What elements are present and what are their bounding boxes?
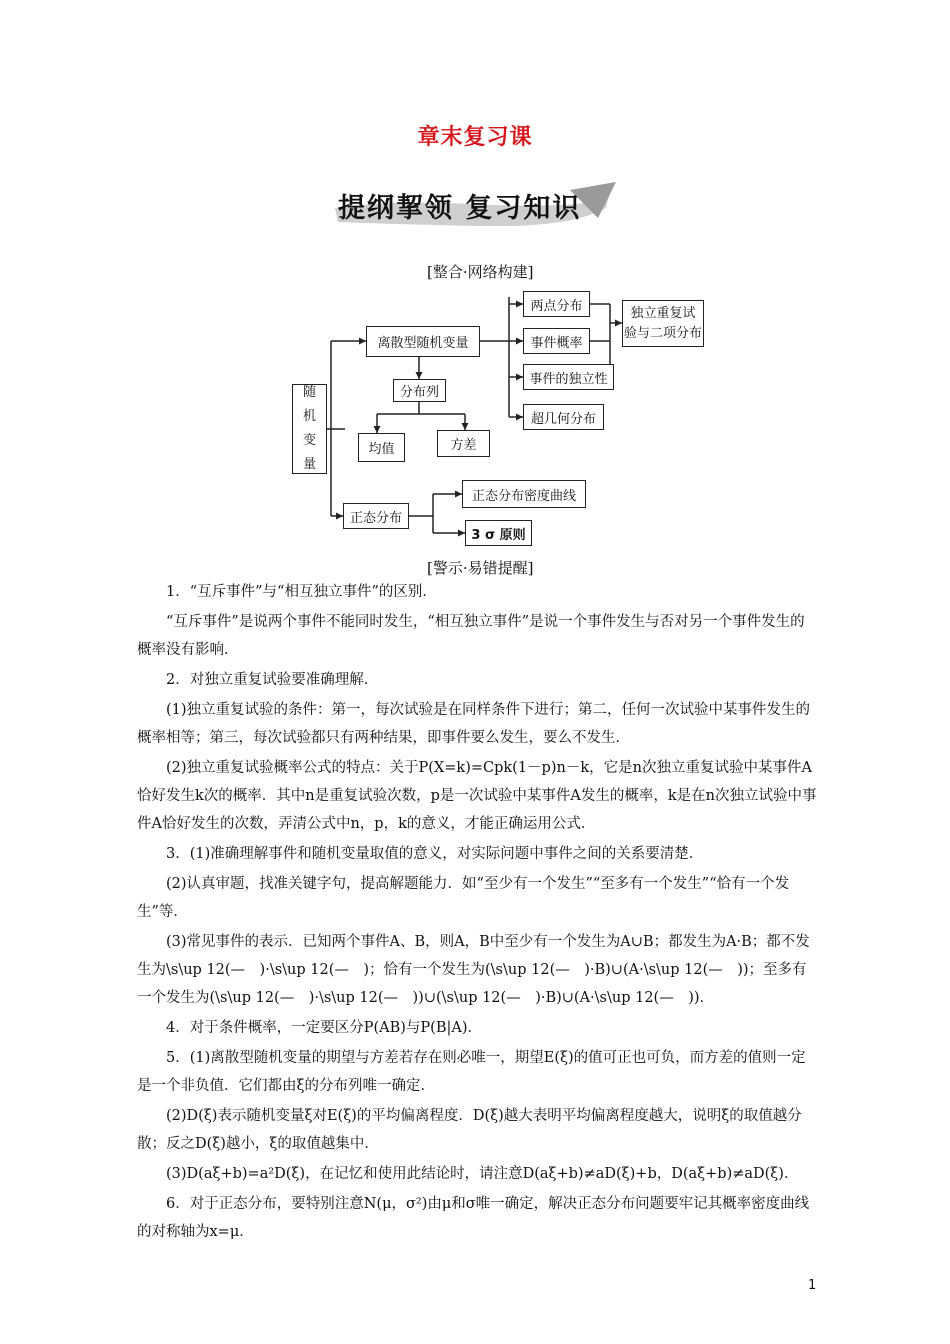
node-random-variable-char: 量 [302,457,316,472]
paragraph: “互斥事件”是说两个事件不能同时发生，“相互独立事件”是说一个事件发生与否对另一个事件发生的概率没有影响． [137,614,805,658]
paragraph: (3)D(aξ+b)=a²D(ξ)，在记忆和使用此结论时，请注意D(aξ+b)≠aD(ξ)+b，D(aξ+b)≠aD(ξ)． [166,1166,799,1182]
paragraph: (2)认真审题，找准关键字句，提高解题能力．如“至少有一个发生”“至多有一个发生”“恰有一个发生”等． [137,876,790,920]
paragraph: 2．对独立重复试验要准确理解． [166,672,379,688]
node-bernoulli-binomial [622,300,704,347]
paragraph: (1)独立重复试验的条件：第一，每次试验是在同样条件下进行；第二，任何一次试验中某事件发生的概率相等；第三，每次试验都只有两种结果，即事件要么发生，要么不发生． [137,702,811,746]
paragraph: 4．对于条件概率，一定要区分P(AB)与P(B|A)． [166,1020,483,1036]
node-event-independence: 事件的独立性 [523,364,614,390]
paragraph: (2)D(ξ)表示随机变量ξ对E(ξ)的平均偏离程度．D(ξ)越大表明平均偏离程度越大，说明ξ的取值越分散；反之D(ξ)越小，ξ的取值越集中． [137,1108,802,1152]
paragraph: (2)独立重复试验概率公式的特点：关于P(X=k)=Cpk(1－p)n－k，它是n次独立重复试验中某事件A恰好发生k次的概率．其中n是重复试验次数，p是一次试验中某事件A发生的概率，k是在n次独立试验中事件A恰好发生的次数，弄清公式中n，p，k的意义，才能正确运用公式． [137,760,817,832]
banner-heading: 提纲挈领 复习知识 [338,193,582,224]
paragraph: 3．(1)准确理解事件和随机变量取值的意义，对实际问题中事件之间的关系要清楚． [166,846,704,862]
node-three-sigma-rule: 3 σ 原则 [465,520,532,546]
section-label-network: [整合·网络构建] [427,263,534,281]
paragraph: 5．(1)离散型随机变量的期望与方差若存在则必唯一，期望E(ξ)的值可正也可负，而方差的值则一定是一个非负值．它们都由ξ的分布列唯一确定． [137,1050,806,1094]
node-discrete-random-variable: 离散型随机变量 [366,326,480,357]
node-distribution-list: 分布列 [393,379,446,402]
node-normal-density-curve: 正态分布密度曲线 [462,480,586,508]
node-random-variable-char: 机 [302,409,316,424]
section-label-warnings: [警示·易错提醒] [427,559,534,577]
paragraph: 1．“互斥事件”与“相互独立事件”的区别． [166,584,437,600]
node-mean: 均值 [358,433,405,462]
paragraph: (3)常见事件的表示．已知两个事件A、B，则A，B中至少有一个发生为A∪B；都发生为A·B；都不发生为\s\up 12(— )·\s\up 12(— )；恰有一个发生为(\s\up 12(— )·B)∪(A·\s\up 12(— ))；至多有一个发生为(\s\up 12(— )·\s\up 12(— ))∪(\s\up 12(— )·B)∪(A·\s\up 12(— ))． [137,934,810,1006]
paragraph: 6．对于正态分布，要特别注意N(μ，σ²)由μ和σ唯一确定，解决正态分布问题要牢记其概率密度曲线的对称轴为x=μ． [137,1196,810,1240]
page-title: 章末复习课 [417,124,533,150]
node-random-variable-char: 随 [302,385,316,400]
node-random-variable [292,384,327,474]
page-number: 1 [808,1278,817,1293]
node-hypergeometric-distribution: 超几何分布 [523,404,604,430]
node-bernoulli-line1: 独立重复试 [630,305,696,321]
node-normal-distribution: 正态分布 [343,503,409,529]
node-random-variable-char: 变 [302,433,316,448]
node-variance: 方差 [437,430,490,457]
node-bernoulli-line2: 验与二项分布 [623,325,702,341]
node-two-point-distribution: 两点分布 [523,291,590,317]
node-event-probability: 事件概率 [523,328,590,354]
